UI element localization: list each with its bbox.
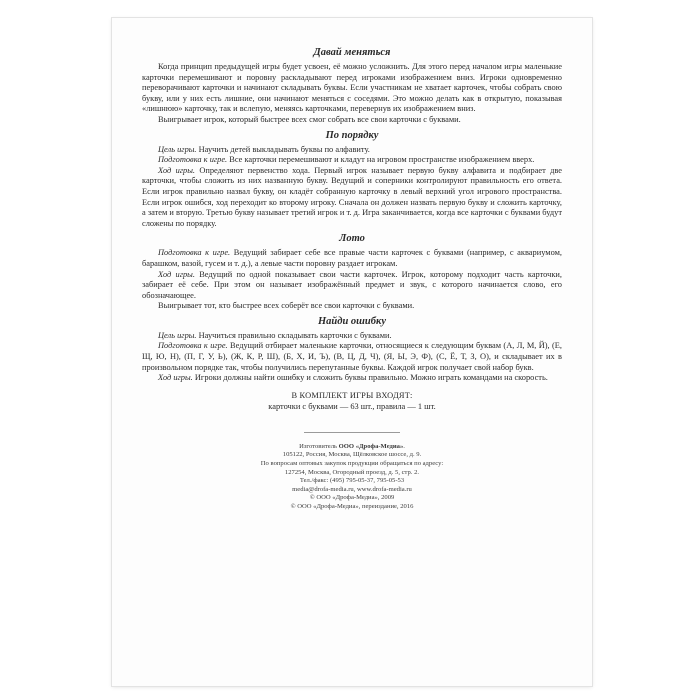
publisher-footer	[142, 443, 562, 512]
section-lotto	[142, 232, 562, 312]
wholesale-address: 127254, Москва, Огородный проезд, д. 5, стр. 2.	[284, 468, 420, 476]
divider	[304, 432, 400, 433]
copyright-reissue-line: © ООО «Дрофа-Медиа», переиздание, 2016	[290, 503, 414, 510]
sheet-content	[142, 46, 562, 512]
paragraph: Выигрывает игрок, который быстрее всех смог собрать все свои карточки с буквами.	[158, 114, 461, 124]
manufacturer-line: Изготовитель ООО «Дрофа-Медиа».	[299, 442, 405, 450]
kit-title: В КОМПЛЕКТ ИГРЫ ВХОДЯТ:	[291, 390, 413, 400]
contact-line: media@drofa-media.ru, www.drofa-media.ru	[292, 485, 412, 493]
copyright-line: © ООО «Дрофа-Медиа», 2009	[309, 494, 395, 502]
section-exchange	[142, 46, 562, 126]
paragraph: Ход игры. Определяют первенство хода. Первый игрок называет первую букву алфавита и подбирает две карточки, чтобы сложить из них названную букву. Ведущий и соперники контролируют правильность его ответа. Если игрок правильно назвал букву, он кладёт собранную карточку в левый верхний угол игрового пространства. Если игрок ошибся, ход переходит ко второму игроку. Сначала он должен назвать первую букву и сложить карточку, а затем и вторую. Третью букву называет третий игрок и т. д. Игра заканчивается, когда все карточки с буквами будут сложены по порядку.	[142, 165, 562, 228]
section-title: Лото	[339, 233, 365, 245]
instruction-sheet	[112, 18, 592, 686]
paragraph: Ход игры. Ведущий по одной показывает свои части карточек. Игрок, которому подходит часть карточки, забирает её себе. При этом он называет изображённый предмет и звук, с которого начинается слово, его обозначающее.	[142, 269, 563, 300]
paragraph: Цель игры. Научить детей выкладывать буквы по алфавиту.	[158, 144, 370, 154]
paragraph: Когда принцип предыдущей игры будет усвоен, её можно усложнить. Для этого перед началом игры маленькие карточки перемешивают и поровну раскладывают перед игроками изображением вниз. Игроки одновременно переворачивают карточки и начинают складывать буквы. Если участникам не хватает карточек, чтобы собрать свою букву, или у них есть лишние, они начинают меняться с соседями. Это можно делать как в открытую, показывая «лишнюю» карточку, так и вслепую, меняясь карточками, перевернув их изображением вниз.	[142, 62, 562, 114]
section-title: Давай меняться	[313, 47, 391, 58]
section-in-order	[142, 129, 562, 230]
paragraph: Подготовка к игре. Все карточки перемешивают и кладут на игровом пространстве изображением вверх.	[158, 155, 535, 165]
section-title: Найди ошибку	[318, 315, 386, 327]
section-title: По порядку	[325, 129, 379, 141]
paragraph: Выигрывает тот, кто быстрее всех соберёт все свои карточки с буквами.	[158, 301, 415, 311]
phone-line: Тел./факс: (495) 795-05-37, 795-05-53	[299, 477, 405, 485]
paragraph: Ход игры. Игроки должны найти ошибку и сложить буквы правильно. Можно играть командами на скорость.	[158, 373, 548, 383]
paragraph: Подготовка к игре. Ведущий отбирает маленькие карточки, относящиеся к следующим буквам (А, Л, М, Й), (Е, Щ, Ю, Н), (П, Г, У, Ь), (Ж, К, Р, Ш), (Б, Х, И, Ъ), (В, Ц, Д, Ч), (Я, Ы, Э, Ф), (С, Ё, Т, З, О), и складывает их в произвольном порядке так, чтобы получились перепутанные буквы. Каждой игрок получает свой набор букв.	[142, 341, 562, 372]
address-line: 105122, Россия, Москва, Щёлковское шоссе, д. 9.	[282, 451, 422, 459]
paragraph: Цель игры. Научиться правильно складывать карточки с буквами.	[158, 330, 392, 340]
kit-list: карточки с буквами — 63 шт., правила — 1 шт.	[268, 401, 436, 411]
wholesale-note: По вопросам оптовых закупок продукции обращаться по адресу:	[260, 460, 444, 468]
kit-contents	[142, 390, 562, 412]
section-find-mistake	[142, 315, 562, 384]
paragraph: Подготовка к игре. Ведущий забирает себе все правые части карточек с буквами (например, с аквариумом, барашком, вазой, гусем и т. д.), а левые части поровну раздает игрокам.	[142, 248, 562, 268]
